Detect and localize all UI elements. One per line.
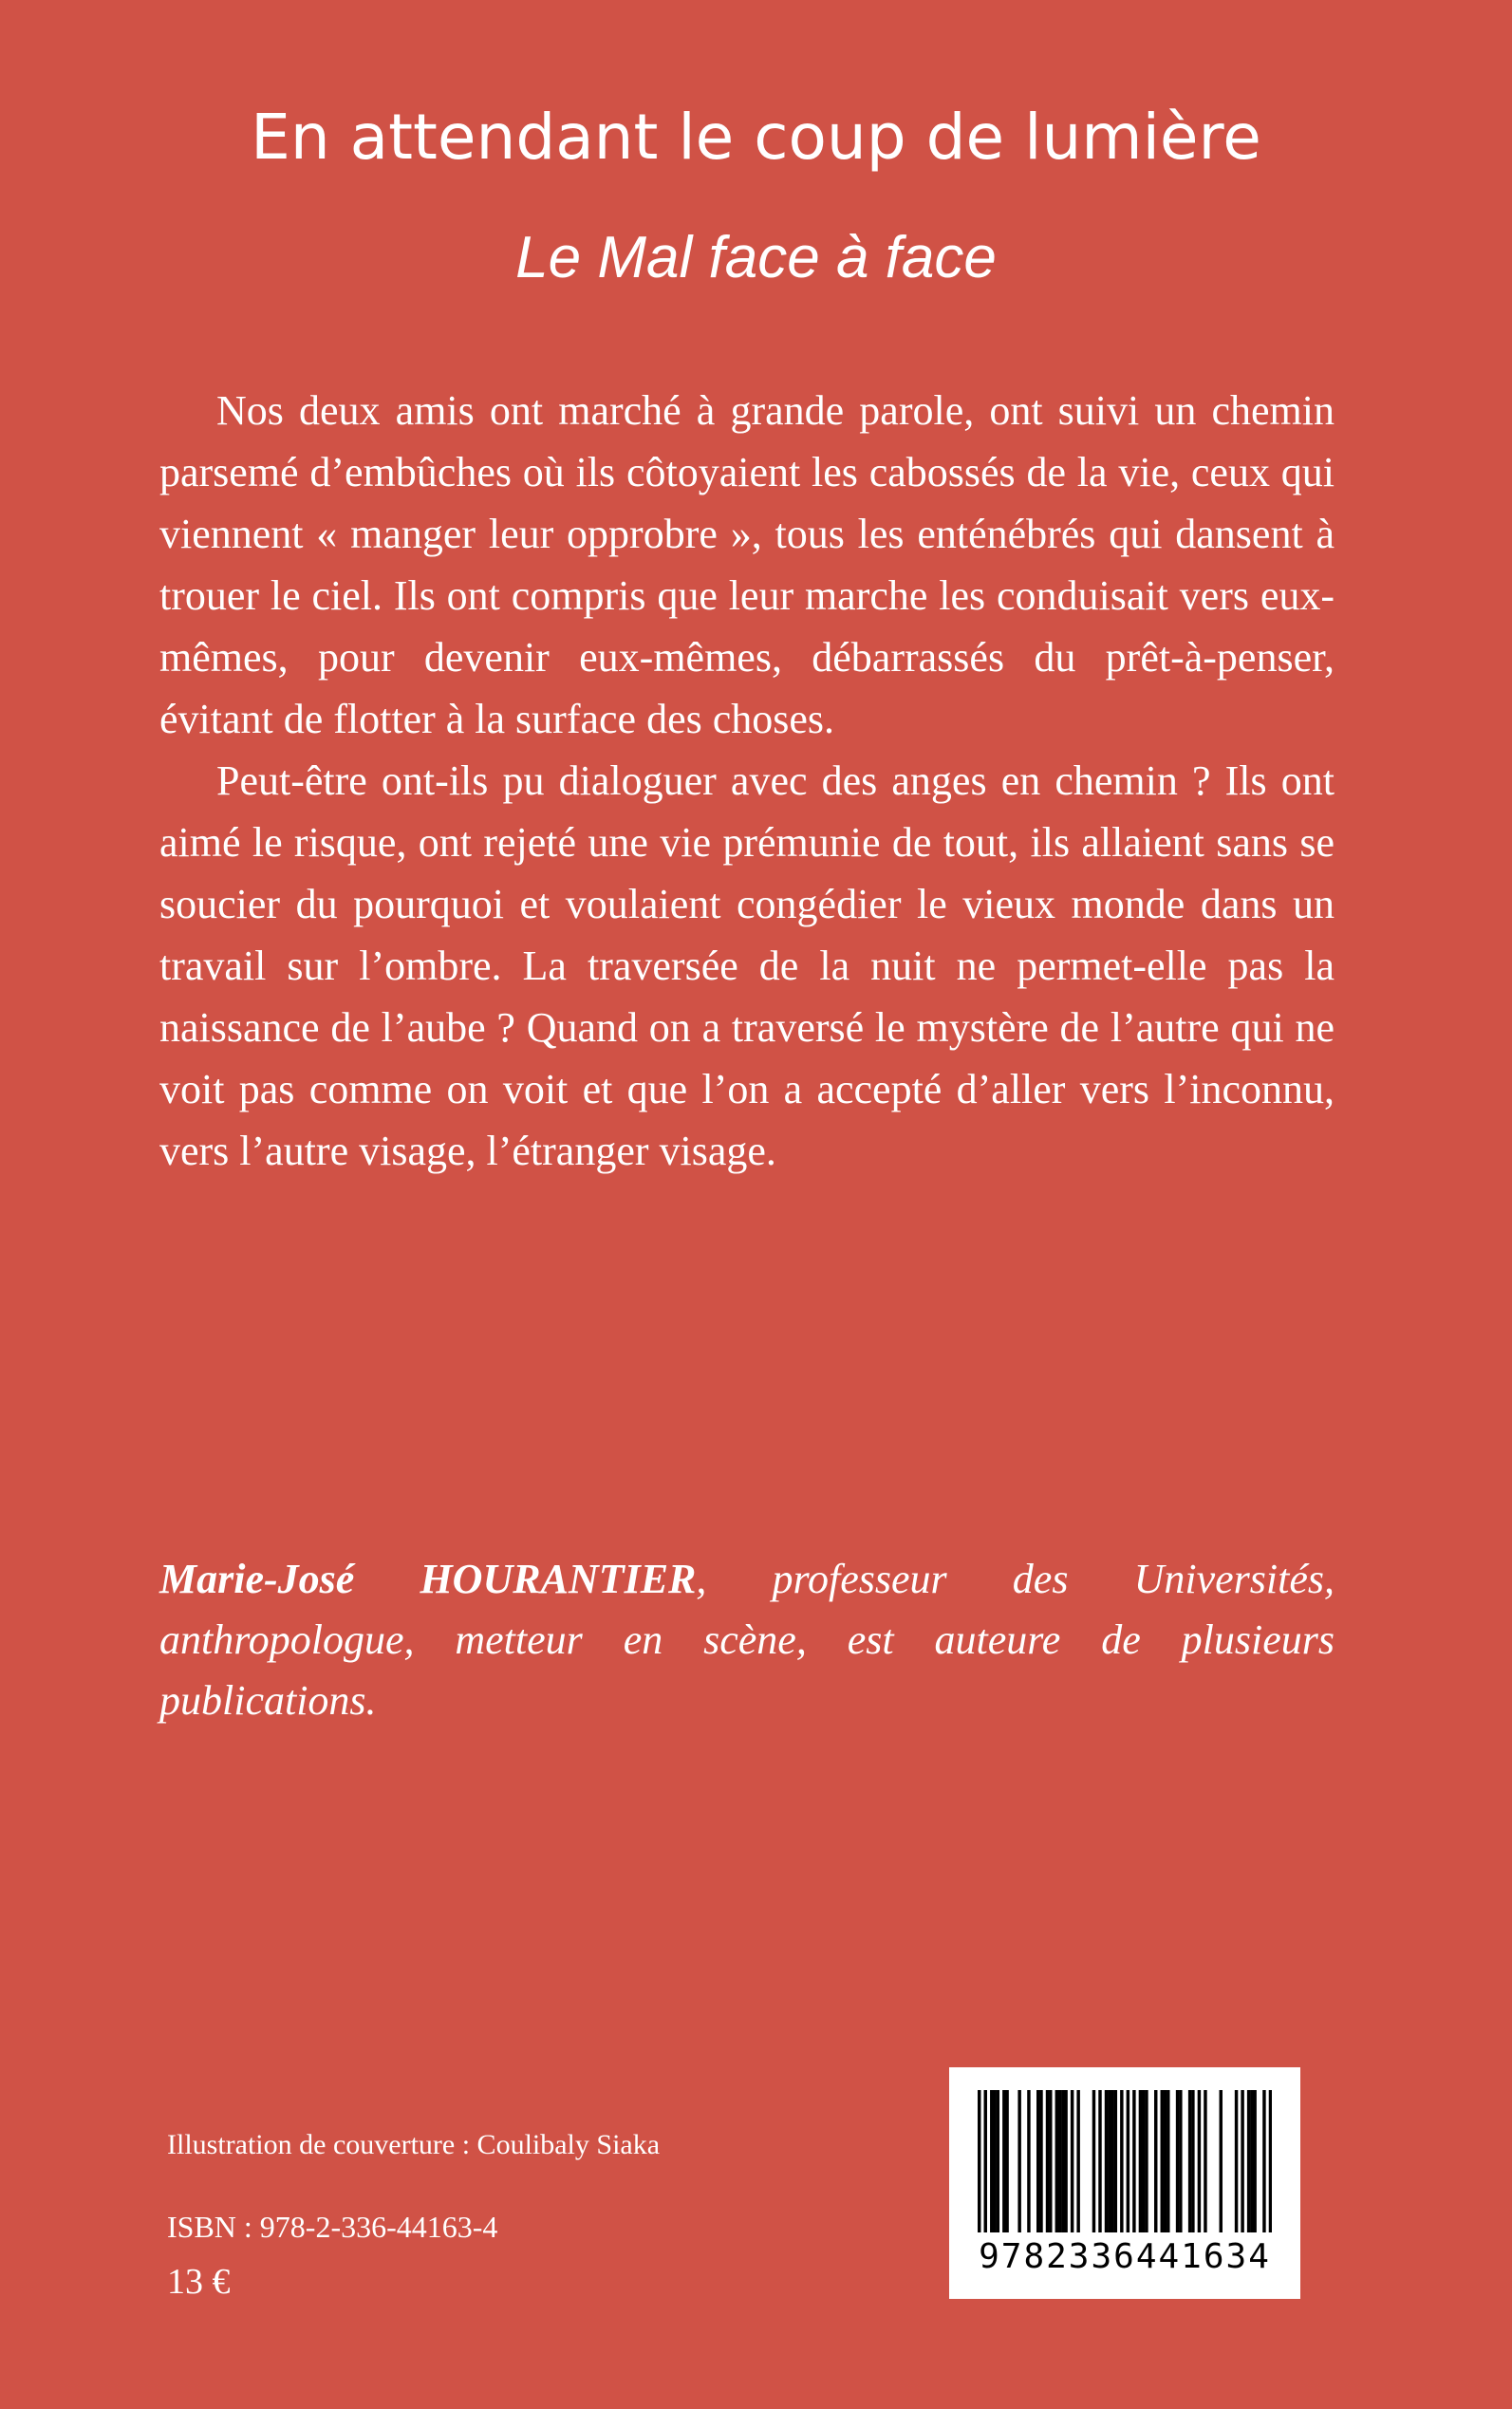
barcode-bar (1145, 2090, 1148, 2232)
barcode-bar (1139, 2090, 1142, 2232)
barcode-bar (978, 2090, 980, 2232)
barcode-bar (1164, 2090, 1167, 2232)
author-name: Marie-José HOURANTIER (159, 1556, 697, 1602)
barcode (949, 2067, 1300, 2299)
barcode-bar (1098, 2090, 1101, 2232)
barcode-bar (1120, 2090, 1123, 2232)
barcode-bar (1071, 2090, 1073, 2232)
barcode-bar (1039, 2090, 1042, 2232)
author-description: , professeur des Universités, anthropologue, metteur en scène, est auteure de plusieurs publications. (159, 1556, 1335, 1724)
barcode-bar (1005, 2090, 1008, 2232)
barcode-bar (1253, 2090, 1256, 2232)
barcode-bar (1154, 2090, 1157, 2232)
barcode-bar (1027, 2090, 1030, 2232)
barcode-bar (1220, 2090, 1223, 2232)
barcode-bar (1046, 2090, 1049, 2232)
barcode-bar (1247, 2090, 1250, 2232)
barcode-bar (1198, 2090, 1201, 2232)
barcode-bar (1002, 2090, 1005, 2232)
blurb-paragraph-1: Nos deux amis ont marché à grande parole, ont suivi un chemin parsemé d’embûches où ils côtoyaient les cabossés de la vie, ceux qui viennent « manger leur opprobre », tous les enténébrés qui dansent à trouer le ciel. Ils ont compris que leur marche les conduisait vers eux-mêmes, pour devenir eux-mêmes, débarrassés du prêt-à-penser, évitant de flotter à la surface des choses. (159, 387, 1335, 742)
author-bio (159, 1549, 1335, 1731)
barcode-bar (1105, 2090, 1108, 2232)
barcode-bar (990, 2090, 993, 2232)
barcode-bar (997, 2090, 999, 2232)
barcode-bar (1188, 2090, 1191, 2232)
barcode-bar (1127, 2090, 1129, 2232)
book-subtitle: Le Mal face à face (515, 225, 997, 290)
barcode-bar (1191, 2090, 1194, 2232)
barcode-number: 9782336441634 (979, 2237, 1271, 2276)
blurb-paragraph-2: Peut-être ont-ils pu dialoguer avec des anges en chemin ? Ils ont aimé le risque, ont rejeté une vie prémunie de tout, ils allaient sans se soucier du pourquoi et voulaient congédier le vieux monde dans un travail sur l’ombre. La traversée de la nuit ne permet-elle pas la naissance de l’aube ? Quand on a traversé le mystère de l’autre qui ne voit pas comme on voit et que l’on a accepté d’aller vers l’inconnu, vers l’autre visage, l’étranger visage. (159, 757, 1335, 1174)
barcode-bar (1241, 2090, 1243, 2232)
price: 13 € (167, 2262, 231, 2302)
barcode-bar (1061, 2090, 1064, 2232)
barcode-bar (1179, 2090, 1182, 2232)
barcode-bar (1204, 2090, 1206, 2232)
isbn: ISBN : 978-2-336-44163-4 (167, 2210, 498, 2244)
barcode-bar (1161, 2090, 1164, 2232)
barcode-bar (1114, 2090, 1117, 2232)
barcode-bar (1142, 2090, 1145, 2232)
barcode-bars (978, 2090, 1272, 2232)
barcode-bar (1049, 2090, 1052, 2232)
barcode-bar (1235, 2090, 1238, 2232)
barcode-bar (1167, 2090, 1169, 2232)
illustration-credit: Illustration de couverture : Coulibaly Siaka (167, 2129, 661, 2160)
barcode-bar (1132, 2090, 1135, 2232)
barcode-bar (1111, 2090, 1113, 2232)
barcode-bar (1250, 2090, 1253, 2232)
book-title: En attendant le coup de lumière (251, 101, 1261, 174)
barcode-bar (1058, 2090, 1061, 2232)
barcode-bar (1092, 2090, 1095, 2232)
barcode-bar (1076, 2090, 1079, 2232)
barcode-bar (1176, 2090, 1179, 2232)
barcode-bar (1055, 2090, 1058, 2232)
barcode-bar (1262, 2090, 1265, 2232)
barcode-bar (1017, 2090, 1020, 2232)
barcode-bar (1269, 2090, 1272, 2232)
barcode-bar (984, 2090, 987, 2232)
barcode-bar (1036, 2090, 1039, 2232)
blurb (159, 380, 1335, 1182)
barcode-bar (1064, 2090, 1067, 2232)
barcode-bar (993, 2090, 996, 2232)
barcode-bar (1108, 2090, 1111, 2232)
